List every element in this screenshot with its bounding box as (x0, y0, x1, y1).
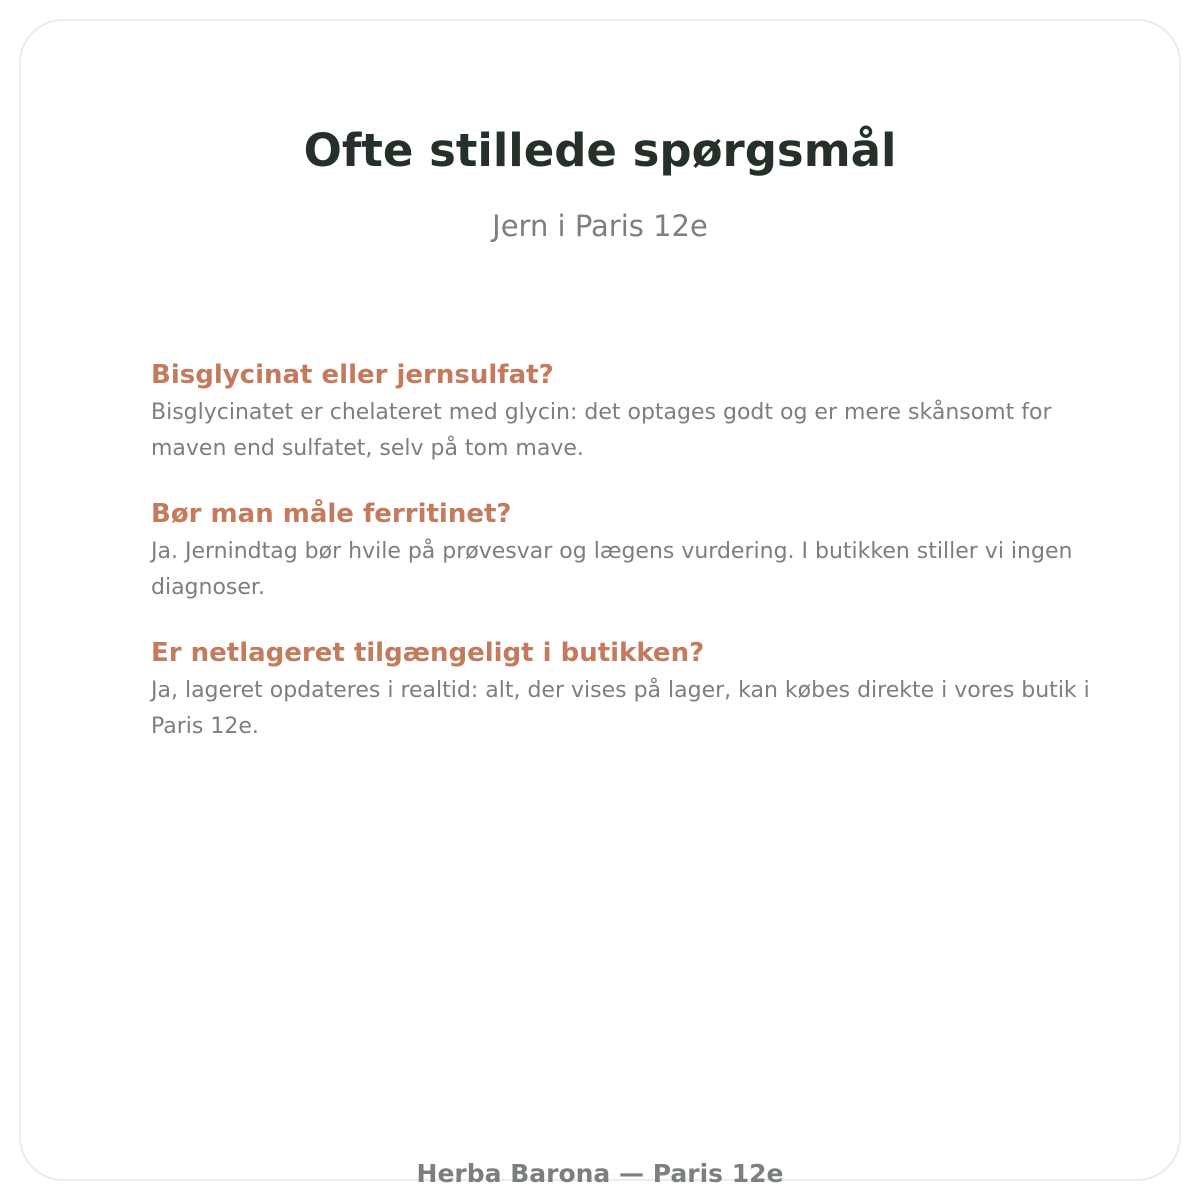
page-title: Ofte stillede spørgsmål (303, 124, 897, 177)
faq-item-bisglycinat (151, 356, 1126, 467)
faq-item-netlager (151, 634, 1126, 745)
footer-store-name: Herba Barona — Paris 12e (416, 1159, 784, 1188)
faq-question: Bisglycinat eller jernsulfat? (151, 360, 554, 390)
faq-item-ferritin (151, 495, 1126, 606)
page-subtitle: Jern i Paris 12e (492, 209, 708, 243)
faq-question: Bør man måle ferritinet? (151, 499, 512, 529)
faq-answer: Ja. Jernindtag bør hvile på prøvesvar og lægens vurdering. I butikken stiller vi ingen diagnoser. (151, 539, 1073, 600)
faq-answer: Bisglycinatet er chelateret med glycin: det optages godt og er mere skånsomt for maven end sulfatet, selv på tom mave. (151, 400, 1052, 461)
faq-question: Er netlageret tilgængeligt i butikken? (151, 638, 705, 668)
faq-card (19, 19, 1181, 1188)
faq-answer: Ja, lageret opdateres i realtid: alt, der vises på lager, kan købes direkte i vores butik i Paris 12e. (151, 678, 1090, 739)
